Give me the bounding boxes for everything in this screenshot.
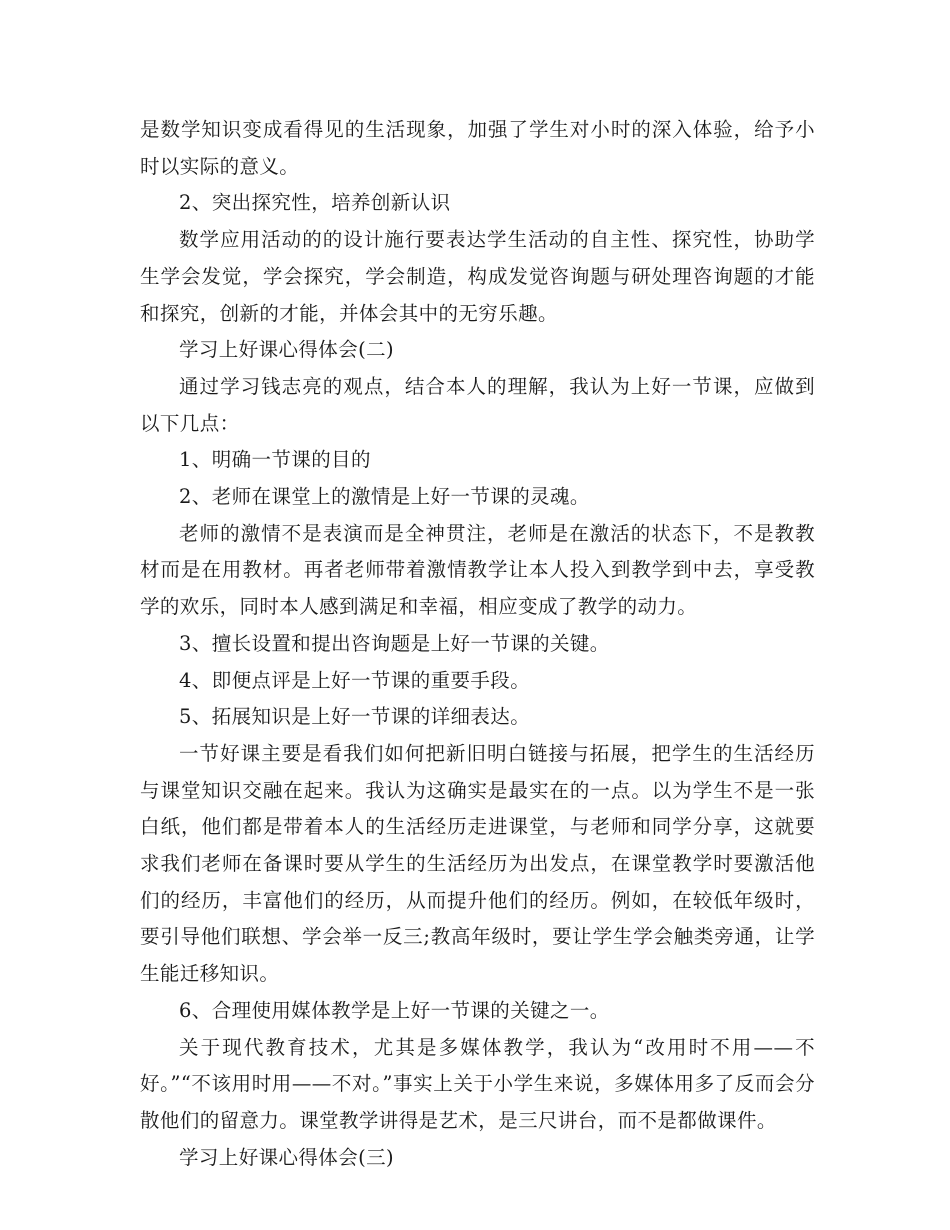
section-title-3: 学习上好课心得体会(三) [179,1145,395,1169]
paragraph: 关于现代教育技术，尤其是多媒体教学，我认为“改用时不用——不好。”“不该用时用——不对。”事实上关于小学生来说，多媒体用多了反而会分散他们的留意力。课堂教学讲得是艺术，是三尺讲台，而不是都做课件。 [140,1035,815,1132]
list-item-5: 5、拓展知识是上好一节课的详细表达。 [179,705,531,729]
paragraph: 通过学习钱志亮的观点，结合本人的理解，我认为上好一节课，应做到以下几点： [140,374,815,435]
paragraph: 老师的激情不是表演而是全神贯注，老师是在激活的状态下，不是教教材而是在用教材。再者老师带着激情教学让本人投入到教学到中去，享受教学的欢乐，同时本人感到满足和幸福，相应变成了教学的动力。 [140,521,815,619]
paragraph-heading-2: 2、突出探究性，培养创新认识 [179,191,451,215]
list-item-2: 2、老师在课堂上的激情是上好一节课的灵魂。 [179,485,590,509]
paragraph: 一节好课主要是看我们如何把新旧明白链接与拓展，把学生的生活经历与课堂知识交融在起来。我认为这确实是最实在的一点。以为学生不是一张白纸，他们都是带着本人的生活经历走进课堂，与老师和同学分享，这就要求我们老师在备课时要从学生的生活经历为出发点，在课堂教学时要激活他们的经历，丰富他们的经历，从而提升他们的经历。例如，在较低年级时，要引导他们联想、学会举一反三;教高年级时，要让学生学会触类旁通，让学生能迁移知识。 [140,741,815,986]
list-item-1: 1、明确一节课的目的 [179,448,371,472]
document-body [140,112,815,1176]
paragraph: 数学应用活动的的设计施行要表达学生活动的自主性、探究性，协助学生学会发觉，学会探究，学会制造，构成发觉咨询题与研处理咨询题的才能和探究，创新的才能，并体会其中的无穷乐趣。 [140,228,815,325]
list-item-6: 6、合理使用媒体教学是上好一节课的关键之一。 [179,998,610,1022]
list-item-4: 4、即便点评是上好一节课的重要手段。 [179,668,531,692]
list-item-3: 3、擅长设置和提出咨询题是上好一节课的关键。 [179,631,610,655]
section-title-2: 学习上好课心得体会(二) [179,338,395,362]
paragraph-continuation: 是数学知识变成看得见的生活现象，加强了学生对小时的深入体验，给予小时以实际的意义。 [140,118,815,178]
